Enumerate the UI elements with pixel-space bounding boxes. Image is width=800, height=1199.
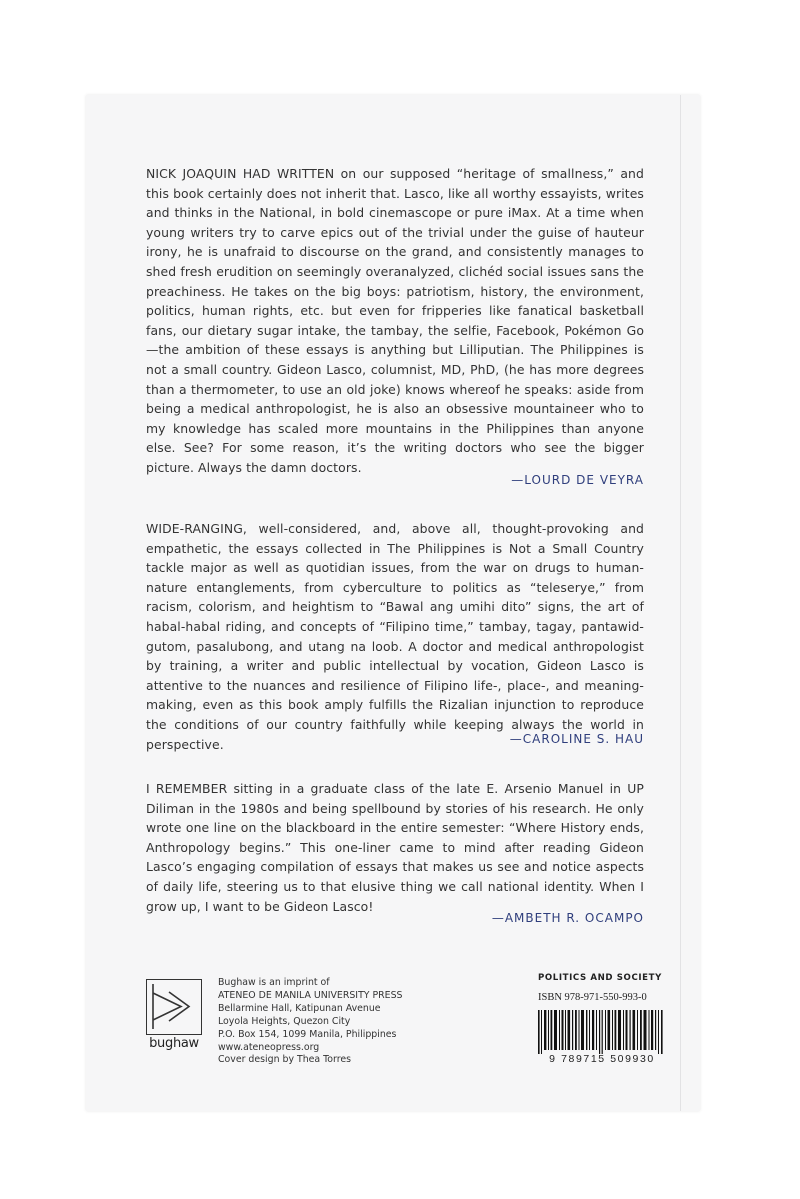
book-back-cover [86, 95, 700, 1111]
imprint-line: ATENEO DE MANILA UNIVERSITY PRESS [218, 989, 403, 1001]
blurb-lead: WIDE-RANGING, [146, 521, 247, 536]
imprint-line: Bellarmine Hall, Katipunan Avenue [218, 1002, 381, 1014]
blurb-text: on our supposed “heritage of smallness,” and this book certainly does not inherit that. Lasco, like all worthy essayists, writes and thinks in the National, in bold cinemascope or pure iMax. At a time when young writers try to carve epics out of the trivial under the guise of hauteur irony, he is unafraid to discourse on the grand, and consistently manages to shed fresh erudition on seemingly overanalyzed, clichéd social issues sans the preachiness. He takes on the big boys: patriotism, history, the environment, politics, human rights, etc. but even for fripperies like fanatical basketball fans, our dietary sugar intake, the tambay, the selfie, Facebook, Pokémon Go—the ambition of these essays is anything but Lilliputian. The Philippines is not a small country. Gideon Lasco, columnist, MD, PhD, (he has more degrees than a thermometer, to use an old joke) knows whereof he speaks: aside from being a medical anthropologist, he is also an obsessive mountaineer who to my knowledge has scaled more mountains in the Philippines than anyone else. See? For some reason, it’s the writing doctors who see the bigger picture. Always the damn doctors. [146, 166, 644, 475]
imprint-line: www.ateneopress.org [218, 1041, 320, 1053]
blurb-lead: I REMEMBER [146, 781, 228, 796]
imprint-line: Bughaw is an imprint of [218, 977, 330, 988]
barcode-number: 9 789715 509930 [549, 1053, 655, 1065]
attribution-1: —LOURD DE VEYRA [511, 473, 644, 487]
attribution-3: —AMBETH R. OCAMPO [491, 911, 644, 925]
cover-hinge-line [680, 95, 681, 1111]
bughaw-logo-icon [146, 979, 202, 1035]
blurb-1 [146, 164, 644, 478]
imprint-line: P.O. Box 154, 1099 Manila, Philippines [218, 1028, 397, 1040]
subject-label: POLITICS AND SOCIETY [538, 973, 662, 983]
blurb-text: sitting in a graduate class of the late E. Arsenio Manuel in UP Diliman in the 1980s and being spellbound by stories of his research. He only wrote one line on the blackboard in the entire semester: “Where History ends, Anthropology begins.” This one-liner came to mind after reading Gideon Lasco’s engaging compilation of essays that makes us see and notice aspects of daily life, steering us to that elusive thing we call national identity. When I grow up, I want to be Gideon Lasco! [146, 781, 644, 914]
barcode-icon [538, 1010, 664, 1054]
imprint-block [218, 977, 478, 1067]
blurb-3 [146, 779, 644, 916]
imprint-line: Loyola Heights, Quezon City [218, 1015, 351, 1027]
logo-wordmark: bughaw [149, 1036, 199, 1051]
blurb-text: well-considered, and, above all, thought-provoking and empathetic, the essays collected in The Philippines is Not a Small Country tackle major as well as quotidian issues, from the war on drugs to human-nature entanglements, from cyberculture to politics as “teleserye,” from racism, colorism, and heightism to “Bawal ang umihi dito” signs, the art of habal-habal riding, and concepts of “Filipino time,” tambay, tagay, pantawid-gutom, pasalubong, and utang na loob. A doctor and medical anthropologist by training, a writer and public intellectual by vocation, Gideon Lasco is attentive to the nuances and resilience of Filipino life-, place-, and meaning-making, even as this book amply fulfills the Rizalian injunction to reproduce the conditions of our country faithfully while keeping always the world in perspective. [146, 521, 644, 752]
blurb-lead: NICK JOAQUIN HAD WRITTEN [146, 166, 335, 181]
isbn-number: ISBN 978-971-550-993-0 [538, 992, 647, 1003]
blurb-2 [146, 519, 644, 754]
attribution-2: —CAROLINE S. HAU [509, 732, 644, 746]
imprint-line: Cover design by Thea Torres [218, 1054, 352, 1066]
